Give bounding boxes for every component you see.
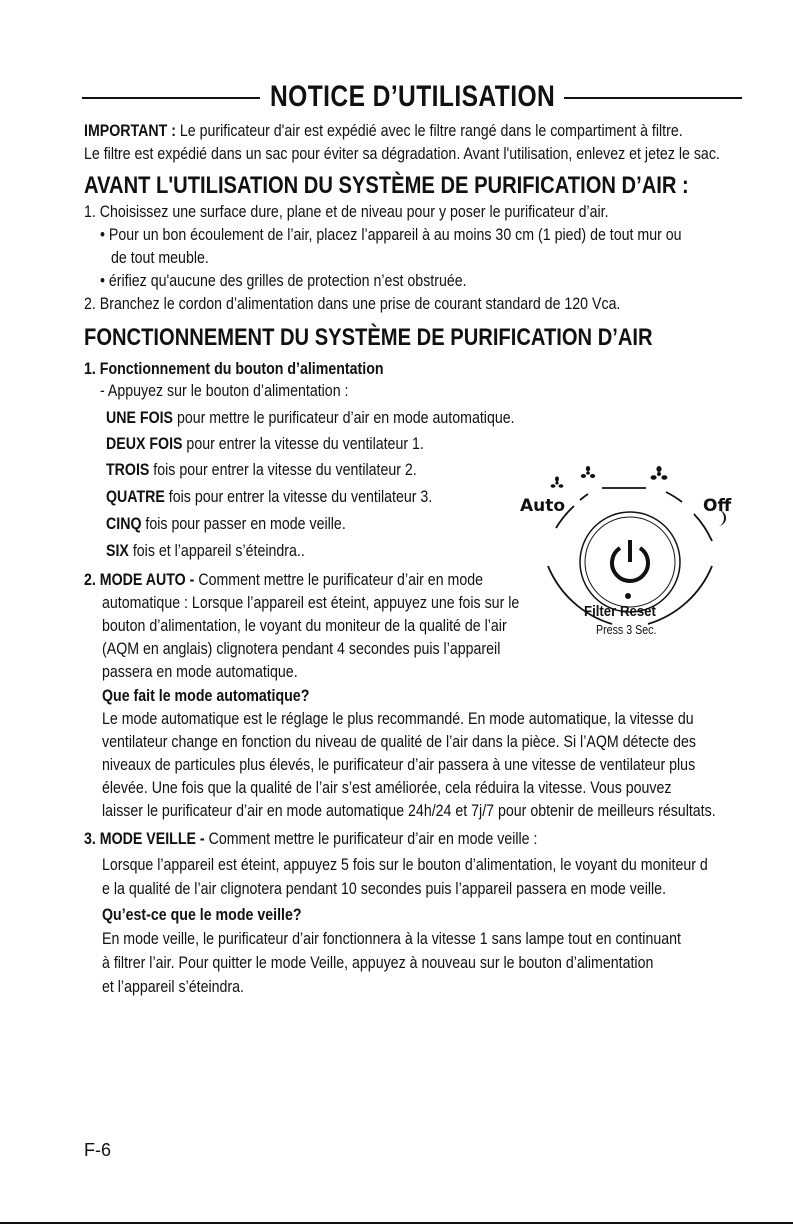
press-once: UNE FOIS pour mettre le purificateur d’air en mode automatique. — [106, 409, 515, 427]
auto-mode-answer-1: Le mode automatique est le réglage le plus recommandé. En mode automatique, la vitesse du — [102, 710, 694, 728]
fan-speed-1-icon — [550, 476, 564, 490]
auto-mode-answer-2: ventilateur change en fonction du niveau de qualité de l’air dans la pièce. Si l’AQM détecte des — [102, 733, 697, 751]
sleep-mode-answer-3: et l’appareil s’éteindra. — [102, 978, 244, 996]
title-rule-left — [82, 97, 260, 99]
sleep-mode-answer-1: En mode veille, le purificateur d’air fonctionnera à la vitesse 1 sans lampe tout en continuant — [102, 930, 681, 948]
auto-mode-question: Que fait le mode automatique? — [102, 687, 310, 705]
auto-mode-answer-5: laisser le purificateur d’air en mode automatique 24h/24 et 7j/7 pour obtenir de meilleurs résultats. — [102, 802, 716, 820]
important-line-1 — [84, 121, 780, 141]
sleep-mode-line-3: e la qualité de l’air clignotera pendant 10 secondes puis l’appareil passera en mode veille. — [102, 880, 667, 898]
auto-mode-answer-3: niveaux de particules plus élevés, le purificateur d’air passera à une vitesse de ventilateur plus — [102, 756, 696, 774]
auto-mode-answer-4: élevée. Une fois que la qualité de l’air s’est améliorée, cela réduira la vitesse. Vous pouvez — [102, 779, 672, 797]
press-3-sec-label: Press 3 Sec. — [596, 622, 657, 637]
step-2-line: 2. Branchez le cordon d’alimentation dans une prise de courant standard de 120 Vca. — [84, 295, 621, 313]
auto-mode-line-3: bouton d’alimentation, le voyant du moniteur de la qualité de l’air — [102, 617, 507, 635]
section-heading-before-use: AVANT L'UTILISATION DU SYSTÈME DE PURIFICATION D’AIR : — [84, 172, 689, 199]
sleep-mode-line-2: Lorsque l’appareil est éteint, appuyez 5 fois sur le bouton d’alimentation, le voyant du moniteur d — [102, 856, 708, 874]
page-title: NOTICE D’UTILISATION — [270, 80, 556, 113]
fan-speed-2-icon — [580, 466, 596, 480]
filter-reset-dot-icon — [624, 592, 632, 600]
section-heading-operation: FONCTIONNEMENT DU SYSTÈME DE PURIFICATION D’AIR — [84, 324, 653, 351]
sleep-mode-answer-2: à filtrer l’air. Pour quitter le mode Veille, appuyez à nouveau sur le bouton d’alimentation — [102, 954, 654, 972]
sleep-mode-question: Qu’est-ce que le mode veille? — [102, 906, 302, 924]
bullet-airflow: • Pour un bon écoulement de l’air, placez l’appareil à au moins 30 cm (1 pied) de tout mur ou — [100, 226, 682, 244]
title-rule-right — [564, 97, 742, 99]
page-number: F-6 — [84, 1140, 111, 1160]
title-row — [82, 80, 742, 116]
filter-reset-label: Filter Reset — [584, 603, 656, 620]
press-six: SIX fois et l’appareil s’éteindra.. — [106, 542, 305, 560]
step-1-line: 1. Choisissez une surface dure, plane et de niveau pour y poser le purificateur d’air. — [84, 203, 609, 221]
sleep-mode-line-1: 3. MODE VEILLE - Comment mettre le purificateur d’air en mode veille : — [84, 830, 538, 848]
off-label: Off — [703, 496, 732, 516]
auto-mode-line-2: automatique : Lorsque l’appareil est éteint, appuyez une fois sur le — [102, 594, 520, 612]
important-text: Le purificateur d'air est expédié avec le filtre rangé dans le compartiment à filtre. — [175, 122, 683, 140]
important-label: IMPORTANT : — [84, 122, 176, 140]
bottom-rule — [0, 1222, 793, 1224]
control-panel-diagram — [520, 466, 742, 656]
auto-mode-line-4: (AQM en anglais) clignotera pendant 4 secondes puis l’appareil — [102, 640, 501, 658]
fan-speed-3-icon — [650, 466, 668, 482]
press-four: QUATRE fois pour entrer la vitesse du ventilateur 3. — [106, 488, 433, 506]
auto-label: Auto — [520, 496, 566, 516]
press-intro: - Appuyez sur le bouton d’alimentation : — [100, 382, 349, 400]
bullet-airflow-cont: de tout meuble. — [111, 249, 209, 267]
press-twice: DEUX FOIS pour entrer la vitesse du ventilateur 1. — [106, 435, 424, 453]
auto-mode-line-1: 2. MODE AUTO - Comment mettre le purificateur d’air en mode — [84, 571, 484, 589]
subheading-power-button: 1. Fonctionnement du bouton d’alimentation — [84, 360, 384, 378]
press-five: CINQ fois pour passer en mode veille. — [106, 515, 346, 533]
press-three: TROIS fois pour entrer la vitesse du ventilateur 2. — [106, 461, 417, 479]
power-icon — [604, 536, 656, 590]
bullet-grilles: • érifiez qu'aucune des grilles de protection n’est obstruée. — [100, 272, 467, 290]
important-line-2: Le filtre est expédié dans un sac pour éviter sa dégradation. Avant l'utilisation, enlevez et jetez le sac. — [84, 145, 720, 163]
auto-mode-line-5: passera en mode automatique. — [102, 663, 298, 681]
